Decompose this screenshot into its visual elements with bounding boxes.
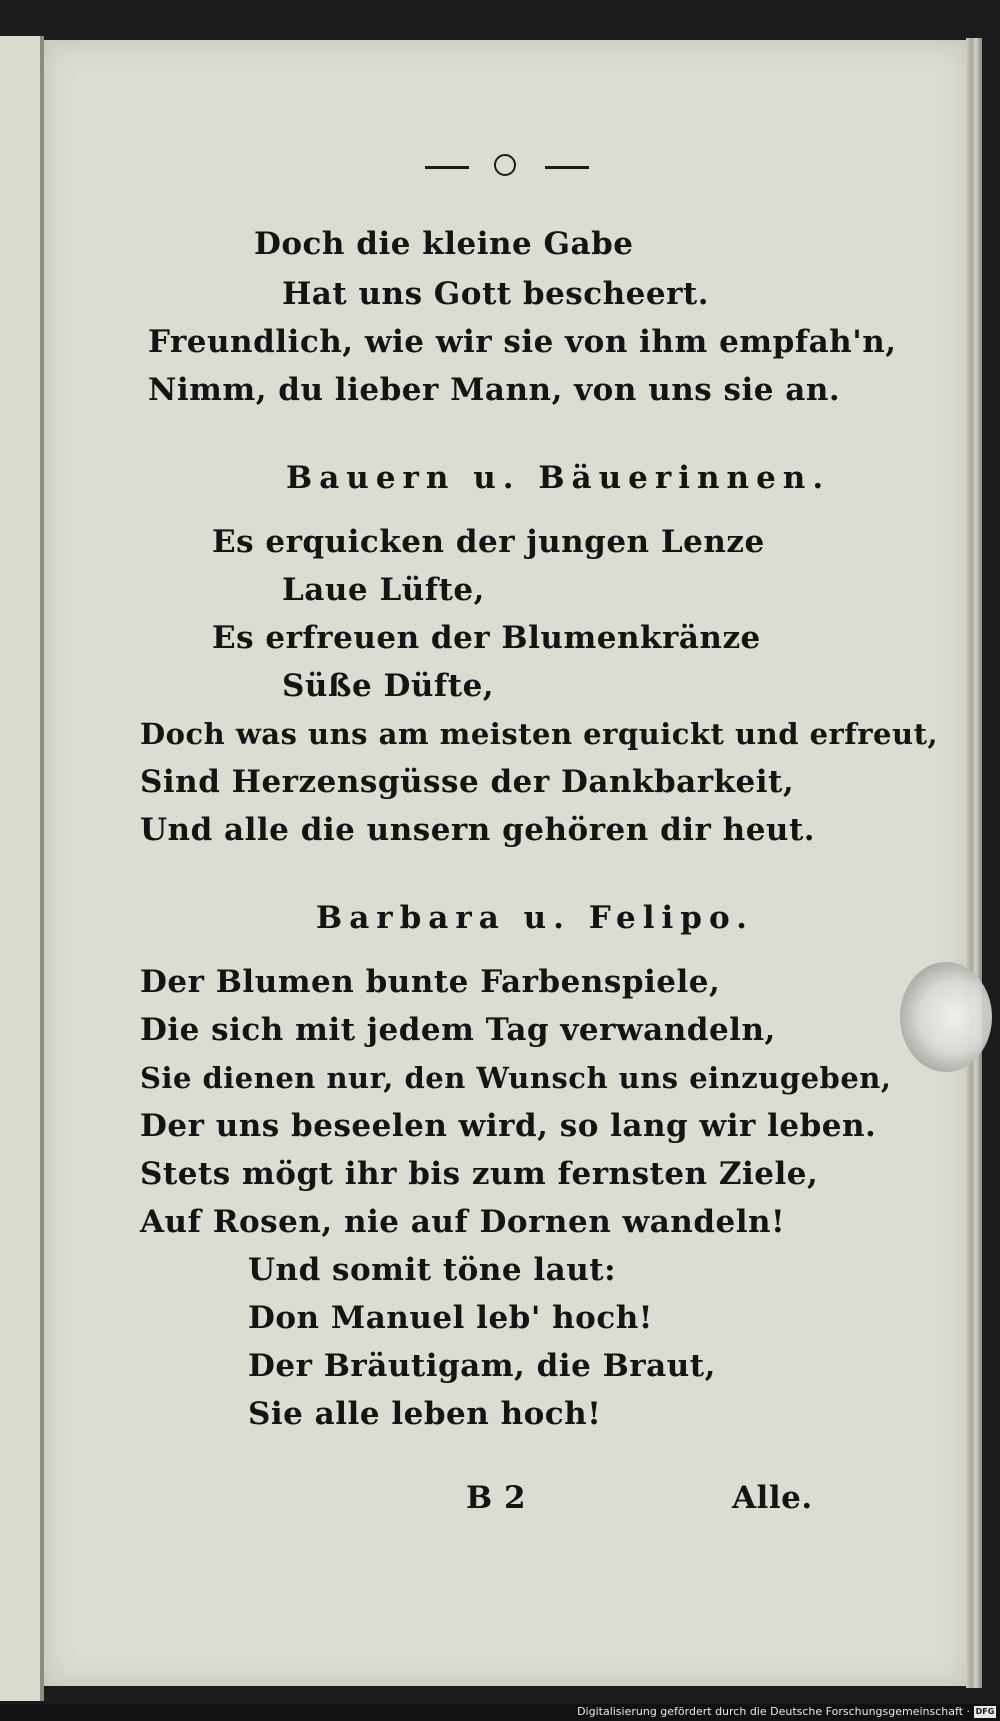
verse-line: Es erquicken der jungen Lenze <box>212 524 765 560</box>
verse-line: Auf Rosen, nie auf Dornen wandeln! <box>140 1204 786 1240</box>
verse-line: Es erfreuen der Blumenkränze <box>212 620 761 656</box>
digitization-credit: Digitalisierung gefördert durch die Deutsche Forschungsgemeinschaft · <box>577 1705 970 1718</box>
header-rule-left <box>425 166 469 169</box>
binding-clip <box>900 962 992 1072</box>
page-header-ornament <box>494 154 516 176</box>
verse-line: Laue Lüfte, <box>282 572 485 608</box>
verse-line: Der uns beseelen wird, so lang wir leben. <box>140 1108 877 1144</box>
facing-page-edge <box>0 36 44 1701</box>
verse-line: Der Blumen bunte Farbenspiele, <box>140 964 721 1000</box>
page-edge-stack <box>966 38 982 1688</box>
verse-line: Sie dienen nur, den Wunsch uns einzugeben, <box>140 1061 892 1095</box>
verse-line: Sie alle leben hoch! <box>248 1396 602 1432</box>
verse-line: Doch was uns am meisten erquickt und erfreut, <box>140 717 939 751</box>
verse-line: Die sich mit jedem Tag verwandeln, <box>140 1012 776 1048</box>
verse-line: Und alle die unsern gehören dir heut. <box>140 812 816 848</box>
dfg-logo-icon: DFG <box>975 1707 995 1716</box>
verse-line: Stets mögt ihr bis zum fernsten Ziele, <box>140 1156 819 1192</box>
verse-line: Und somit töne laut: <box>248 1252 617 1288</box>
speaker-heading: Bauern u. Bäuerinnen. <box>286 460 831 496</box>
verse-line: Doch die kleine Gabe <box>254 226 634 262</box>
speaker-heading: Barbara u. Felipo. <box>316 900 754 936</box>
verse-line: Hat uns Gott bescheert. <box>282 276 710 312</box>
catchword: Alle. <box>732 1480 813 1516</box>
signature-mark: B 2 <box>466 1480 527 1516</box>
header-rule-right <box>545 166 589 169</box>
verse-line: Don Manuel leb' hoch! <box>248 1300 653 1336</box>
verse-line: Nimm, du lieber Mann, von uns sie an. <box>148 372 841 408</box>
verse-line: Freundlich, wie wir sie von ihm empfah'n, <box>148 324 897 360</box>
verse-line: Süße Düfte, <box>282 668 495 704</box>
verse-line: Sind Herzensgüsse der Dankbarkeit, <box>140 764 795 800</box>
verse-line: Der Bräutigam, die Braut, <box>248 1348 716 1384</box>
